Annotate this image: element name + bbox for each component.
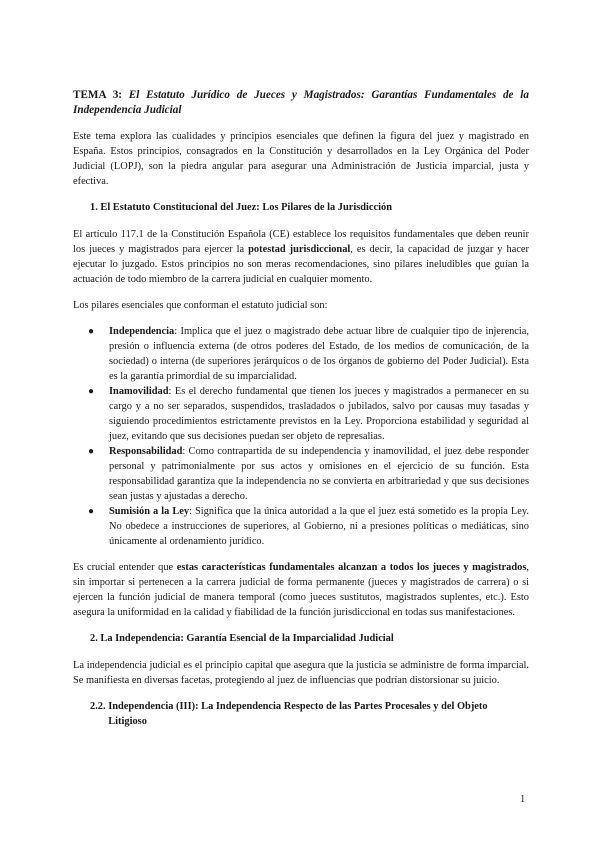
subsection-number: 2.2. bbox=[90, 701, 106, 712]
document-page bbox=[73, 88, 529, 729]
title-text: El Estatuto Jurídico de Jueces y Magistrados: Garantías Fundamentales de la Independencia Judicial bbox=[73, 89, 529, 116]
pillar-term: Independencia bbox=[109, 326, 175, 337]
pillar-text: : Como contrapartida de su independencia y inamovilidad, el juez debe responder personal y patrimonialmente por sus actos y omisiones en el ejercicio de su función. Esta responsabilidad garantiza que la independencia no se convierta en arbitrariedad y que sus decisiones sean justas y ajustadas a derecho. bbox=[109, 446, 529, 502]
pillar-text: : Significa que la única autoridad a la que el juez está sometido es la propia Ley. No obedece a instrucciones de superiores, al Gobierno, ni a presiones políticas o mediáticas, sino únicamente al ordenamiento jurídico. bbox=[109, 506, 529, 547]
pillars-list bbox=[73, 324, 529, 549]
pillar-text: : Implica que el juez o magistrado debe actuar libre de cualquier tipo de injerencia, presión o influencia externa (de otros poderes del Estado, de los medios de comunicación, de la sociedad) o interna (de superiores jerárquicos o de los órganos de gobierno del Poder Judicial). Esta es la garantía primordial de su imparcialidad. bbox=[109, 326, 529, 382]
document-title bbox=[73, 88, 529, 118]
intro-paragraph: Este tema explora las cualidades y principios esenciales que definen la figura del juez y magistrado en España. Estos principios, consagrados en la Constitución y desarrollados en la Ley Orgánica del Poder Judicial (LOPJ), son la piedra angular para asegurar una Administración de Justicia imparcial, justa y efectiva. bbox=[73, 131, 529, 187]
subsection-heading bbox=[90, 699, 529, 729]
bullet-icon: ● bbox=[88, 506, 95, 517]
p3-bold-text: estas características fundamentales alcanzan a todos los jueces y magistrados bbox=[176, 562, 527, 573]
section-1-paragraph-3 bbox=[73, 560, 529, 620]
section-1-paragraph-1 bbox=[73, 227, 529, 287]
pillar-term: Sumisión a la Ley bbox=[109, 506, 190, 517]
p1-bold-term: potestad jurisdiccional bbox=[248, 244, 351, 255]
pillar-term: Inamovilidad bbox=[109, 386, 169, 397]
page-number: 1 bbox=[520, 794, 526, 805]
p3-text-after: , sin importar si pertenecen a la carrera judicial de forma permanente (jueces y magistrados de carrera) o si ejercen la función judicial de manera temporal (como jueces sustitutos, magistrados suplentes, etc.). Esto asegura la uniformidad en la calidad y fiabilidad de la función jurisdiccional en todas sus manifestaciones. bbox=[73, 562, 529, 618]
p1-text-before: El artículo 117.1 de la Constitución Española (CE) establece los requisitos fundamentales que deben reunir los jueces y magistrados para ejercer la bbox=[73, 229, 529, 255]
list-item bbox=[73, 444, 529, 504]
section-2-paragraph-1: La independencia judicial es el principio capital que asegura que la justicia se administre de forma imparcial. Se manifiesta en diversas facetas, protegiendo al juez de influencias que podrían distorsionar su juicio. bbox=[73, 660, 529, 686]
bullet-icon: ● bbox=[88, 446, 95, 457]
bullet-icon: ● bbox=[88, 386, 95, 397]
subsection-title: Independencia (III): La Independencia Respecto de las Partes Procesales y del Objeto Litigioso bbox=[108, 701, 488, 727]
list-item bbox=[73, 504, 529, 549]
list-item bbox=[73, 384, 529, 444]
pillar-term: Responsabilidad bbox=[109, 446, 183, 457]
section-1-paragraph-2: Los pilares esenciales que conforman el estatuto judicial son: bbox=[73, 300, 328, 311]
pillar-text: : Es el derecho fundamental que tienen los jueces y magistrados a permanecer en su cargo y a no ser separados, suspendidos, trasladados o jubilados, salvo por causas muy tasadas y siguiendo procedimientos estrictamente previstos en la Ley. Proporciona estabilidad y seguridad al juez, evitando que sus decisiones puedan ser objeto de represalias. bbox=[109, 386, 529, 442]
list-item bbox=[73, 324, 529, 384]
p3-text-before: Es crucial entender que bbox=[73, 562, 177, 573]
p1-text-after: , es decir, la capacidad de juzgar y hacer ejecutar lo juzgado. Estos principios no son meras recomendaciones, sino pilares ineludibles que guían la actuación de todo miembro de la carrera judicial en cualquier momento. bbox=[73, 244, 529, 285]
section-2-heading: 2. La Independencia: Garantía Esencial de la Imparcialidad Judicial bbox=[90, 633, 394, 644]
title-prefix: TEMA 3: bbox=[73, 89, 123, 101]
bullet-icon: ● bbox=[88, 326, 95, 337]
section-1-heading: 1. El Estatuto Constitucional del Juez: Los Pilares de la Jurisdicción bbox=[90, 202, 393, 213]
